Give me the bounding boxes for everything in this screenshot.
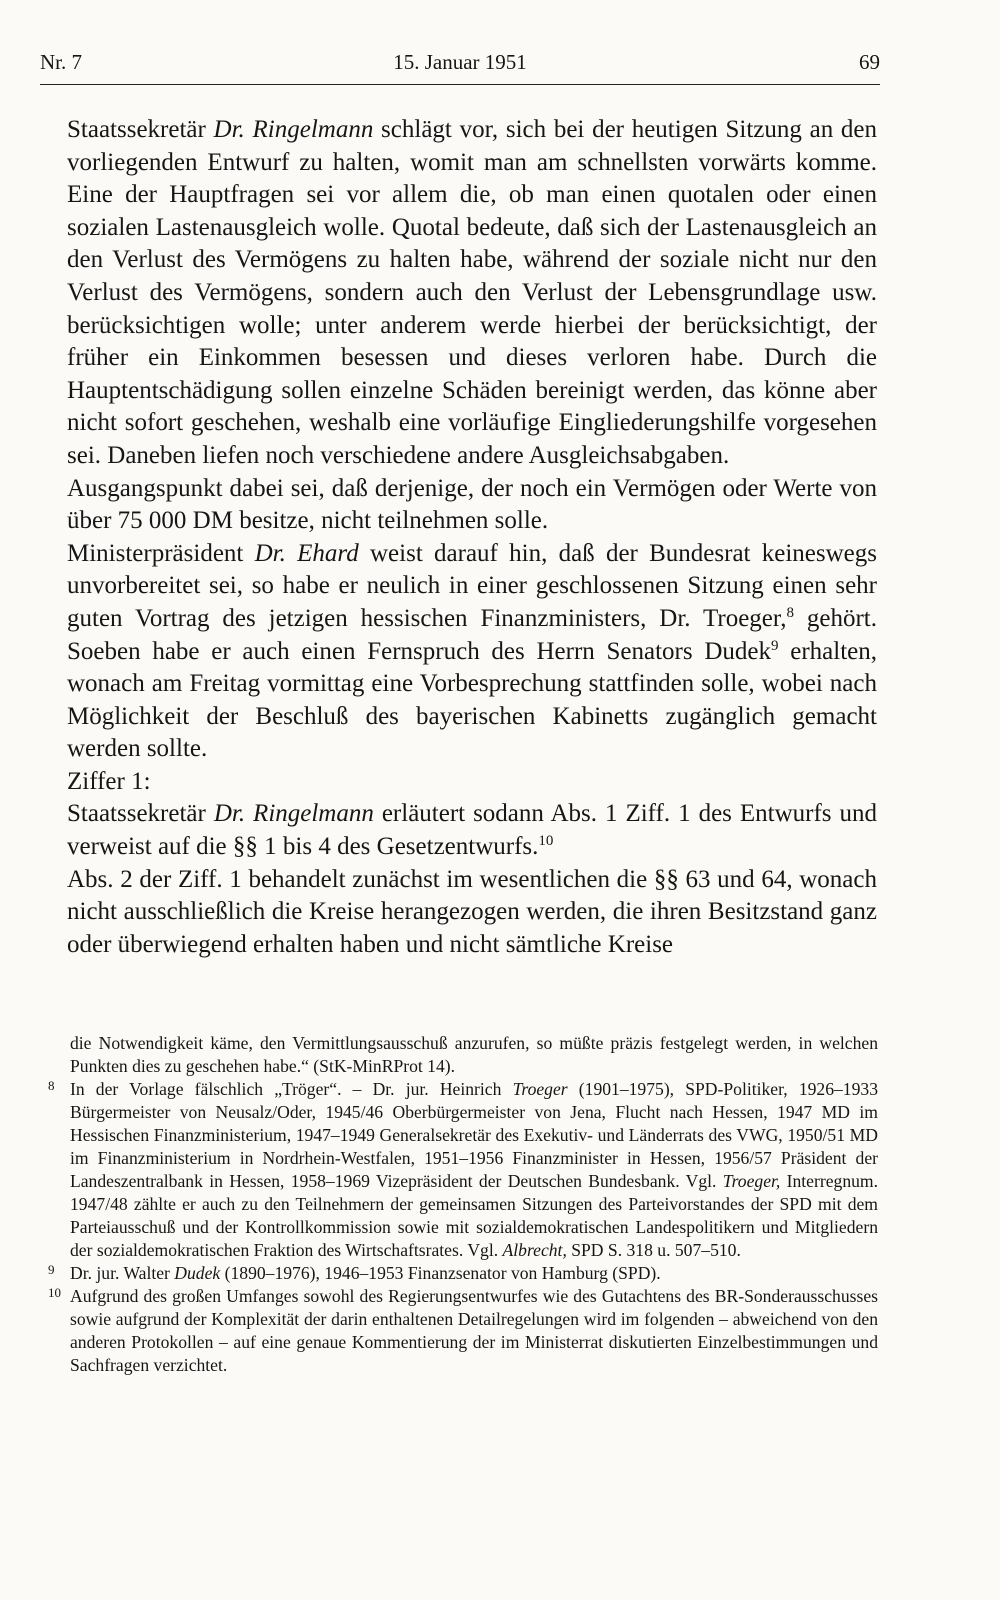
text-run: Staatssekretär	[67, 116, 214, 143]
issue-number: Nr. 7	[40, 50, 82, 74]
citation-author: Troeger,	[722, 1171, 781, 1191]
main-text	[67, 114, 877, 961]
footnote-9	[48, 1262, 878, 1285]
text-run: Interregnum. 1947/48 zählte er auch zu den Teilnehmern der gemeinsamen Sitzungen des Parteivorstandes der SPD mit dem Parteiausschuß und der Kontrollkommission sowie mit sozialdemokratischen Landespolitikern und Mitgliedern der sozialdemokratischen Fraktion des Wirtschaftsrates. Vgl.	[70, 1171, 878, 1260]
header-date: 15. Januar 1951	[393, 50, 527, 74]
person-name: Troeger	[512, 1079, 568, 1099]
person-name: Dudek	[174, 1263, 221, 1283]
text-run: Dr. jur. Walter	[70, 1263, 175, 1283]
text-run: Ministerpräsident	[67, 539, 255, 567]
person-name: Dr. Ehard	[254, 539, 359, 567]
footnote-number: 10	[48, 1285, 61, 1300]
footnote-number: 8	[48, 1078, 55, 1093]
text-run: In der Vorlage fälschlich „Tröger“. – Dr. jur. Heinrich	[70, 1079, 513, 1099]
footnote-ref: 9	[771, 637, 779, 654]
footnote-10	[48, 1285, 878, 1377]
text-run: erhalten, wonach am Freitag vormittag eine Vorbesprechung stattfinden solle, wobei nach Möglichkeit der Beschluß des bayerischen Kabinetts zugänglich gemacht werden sollte.	[67, 637, 877, 763]
footnote-8	[48, 1078, 878, 1262]
text-run: (1901–1975), SPD-Politiker, 1926–1933 Bürgermeister von Neusalz/Oder, 1945/46 Oberbürgermeister von Jena, Flucht nach Hessen, 1947 MD im Hessischen Finanzministerium, 1947–1949 Generalsekretär des Exekutiv- und Länderrats des VWG, 1950/51 MD im Finanzministerium in Nordrhein-Westfalen, 1951–1956 Finanzminister in Hessen, 1956/57 Präsident der Landeszentralbank in Hessen, 1958–1969 Vizepräsident der Deutschen Bundesbank. Vgl.	[70, 1079, 878, 1191]
page-number: 69	[859, 50, 880, 74]
text-run: Aufgrund des großen Umfanges sowohl des Regierungsentwurfes wie des Gutachtens des BR-Sonderausschusses sowie aufgrund der Komplexität der darin enthaltenen Detailregelungen wird im folgenden – abweichend von den anderen Protokollen – auf eine genaue Kommentierung der im Ministerrat diskutierten Einzelbestimmungen und Sachfragen verzichtet.	[70, 1286, 878, 1375]
paragraph: Ausgangspunkt dabei sei, daß derjenige, der noch ein Vermögen oder Werte von über 75 000 DM besitze, nicht teilnehmen solle.	[67, 474, 877, 535]
text-run: (1890–1976), 1946–1953 Finanzsenator von Hamburg (SPD).	[220, 1263, 661, 1283]
person-name: Dr. Ringelmann	[213, 800, 374, 828]
running-header	[40, 46, 880, 85]
text-run: Staatssekretär	[67, 800, 214, 828]
text-run: weist darauf hin, daß der Bundesrat keineswegs unvorbereitet sei, so habe er neulich in einer geschlossenen Sitzung einen sehr guten Vortrag des jetzigen hessischen Finanzministers, Dr. Troeger,	[67, 539, 877, 632]
footnote-ref: 10	[538, 833, 554, 850]
footnote-number: 9	[48, 1262, 55, 1277]
text-run: schlägt vor, sich bei der heutigen Sitzung an den vorliegenden Entwurf zu halten, womit man am schnellsten vorwärts komme. Eine der Hauptfragen sei vor allem die, ob man einen quotalen oder einen sozialen Lastenausgleich wolle. Quotal bedeute, daß sich der Lastenausgleich an den Verlust des Vermögens zu halten habe, während der soziale nicht nur den Verlust des Vermögens, sondern auch den Verlust der Lebensgrundlage usw. berücksichtigen wolle; unter anderem werde hierbei der berücksichtigt, der früher ein Einkommen besessen und dieses verloren habe. Durch die Hauptentschädigung sollen einzelne Schäden bereinigt werden, das könne aber nicht sofort geschehen, weshalb eine vorläufige Eingliederungshilfe vorgesehen sei. Daneben liefen noch verschiedene andere Ausgleichsabgaben.	[67, 116, 877, 469]
person-name: Dr. Ringelmann	[213, 116, 374, 143]
paragraph: Abs. 2 der Ziff. 1 behandelt zunächst im wesentlichen die §§ 63 und 64, wonach nicht ausschließlich die Kreise herangezogen werden, die ihren Besitzstand ganz oder überwiegend erhalten haben und nicht sämtliche Kreise	[67, 865, 877, 958]
citation-author: Albrecht,	[502, 1240, 567, 1260]
paragraph	[67, 114, 877, 473]
paragraph	[67, 798, 877, 863]
text-run: SPD S. 318 u. 507–510.	[566, 1240, 741, 1260]
section-heading: Ziffer 1:	[67, 767, 151, 795]
paragraph	[67, 538, 877, 766]
footnotes	[48, 1032, 878, 1377]
footnote-continuation: die Notwendigkeit käme, den Vermittlungsausschuß anzurufen, so müßte präzis festgelegt werden, in welchen Punkten dies zu geschehen habe.“ (StK-MinRProt 14).	[70, 1033, 878, 1076]
footnote-ref: 8	[786, 604, 794, 621]
text-run: gehört. Soeben habe er auch einen Fernspruch des Herrn Senators Dudek	[67, 604, 877, 665]
text-run: erläutert sodann Abs. 1 Ziff. 1 des Entwurfs und verweist auf die §§ 1 bis 4 des Gesetzentwurfs.	[67, 800, 877, 861]
